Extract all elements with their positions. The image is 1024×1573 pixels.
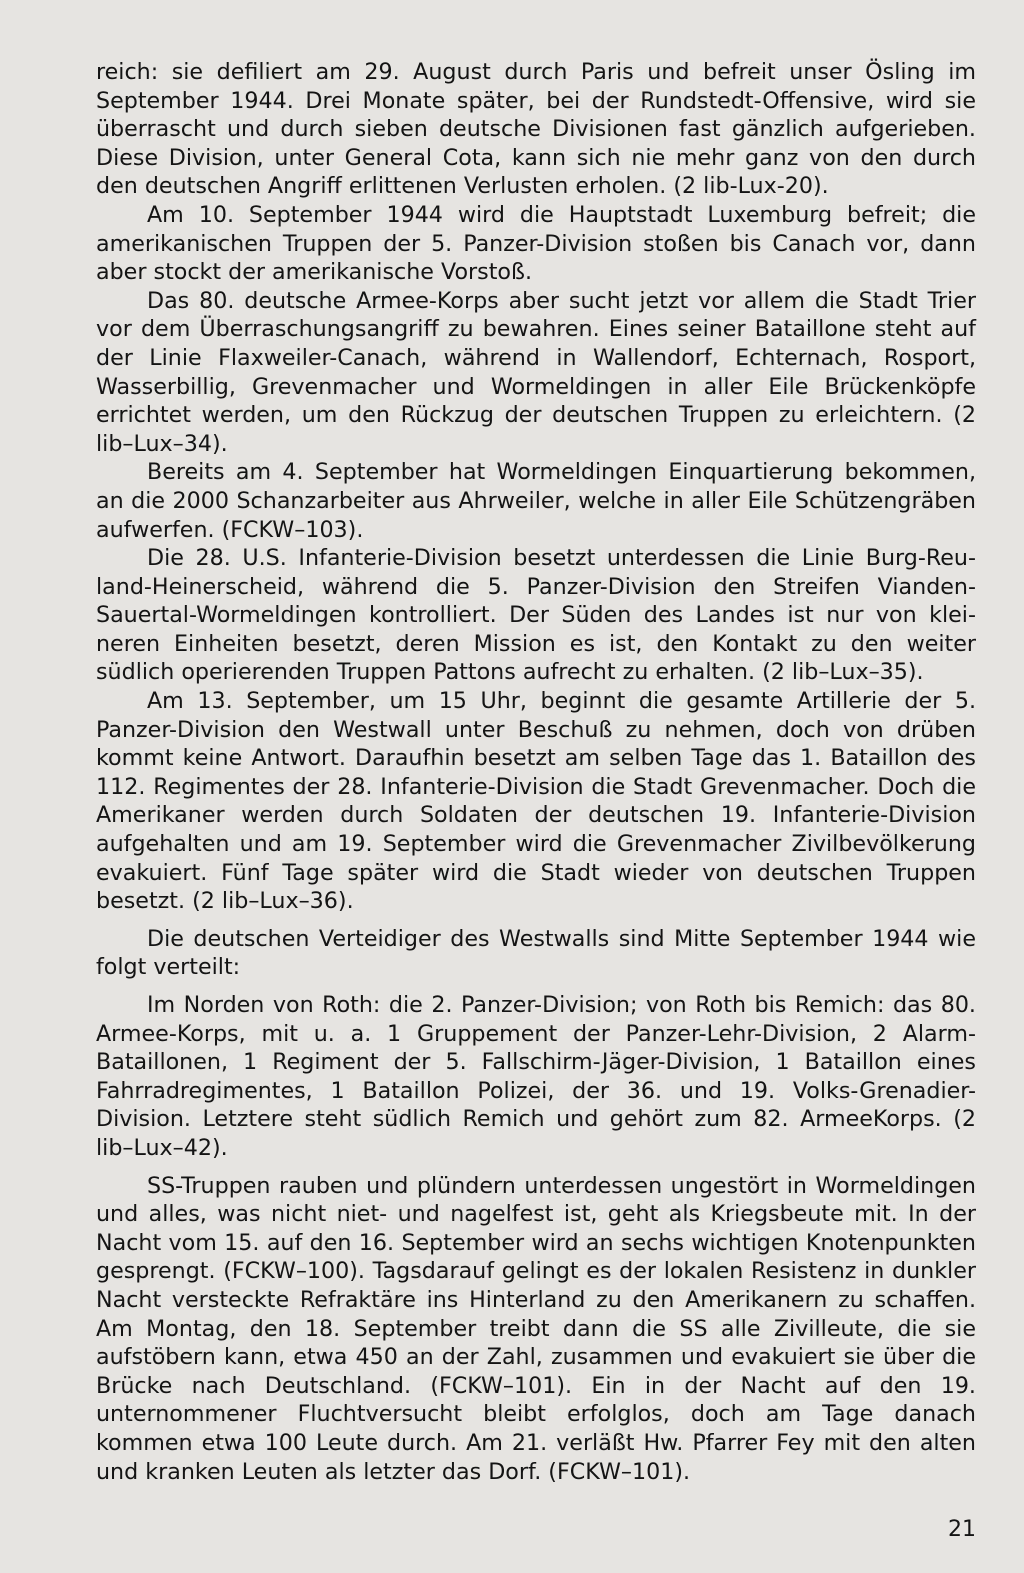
body-text [96, 58, 976, 1486]
paragraph-9: SS-Truppen rauben und plündern unterdessen ungestört in Wormeldingen und alles, was nicht niet- und nagelfest ist, geht als Kriegsbeute mit. In der Nacht vom 15. auf den 16. September wird an sechs wichtigen Knotenpunkten gesprengt. (FCKW–100). Tagsdarauf gelingt es der lokalen Resistenz in dunkler Nacht versteckte Refraktäre ins Hinterland zu den Amerikanern zu schaffen. Am Montag, den 18. September treibt dann die SS alle Zivilleute, die sie aufstöbern kann, etwa 450 an der Zahl, zusammen und evakuiert sie über die Brücke nach Deutschland. (FCKW–101). Ein in der Nacht auf den 19. unternommener Fluchtversucht bleibt erfolglos, doch am Tage danach kommen etwa 100 Leute durch. Am 21. verläßt Hw. Pfarrer Fey mit den alten und kranken Leuten als letzter das Dorf. (FCKW–101). [96, 1172, 976, 1485]
paragraph-3: Das 80. deutsche Armee-Korps aber sucht jetzt vor allem die Stadt Trier vor dem Überraschungsangriff zu bewahren. Eines seiner Bataillone steht auf der Linie Flaxweiler-Canach, während in Wallendorf, Echternach, Rosport, Wasserbillig, Grevenmacher und Wormeldingen in aller Eile Brückenköpfe errichtet werden, um den Rückzug der deutschen Truppen zu erleichtern. (2 lib–Lux–34). [96, 287, 976, 457]
paragraph-1: reich: sie defiliert am 29. August durch Paris und befreit unser Ösling im September 1944. Drei Monate später, bei der Rundstedt-Offensive, wird sie überrascht und durch sieben deutsche Divisionen fast gänzlich aufgerieben. Diese Division, unter General Cota, kann sich nie mehr ganz von den durch den deutschen Angriff erlittenen Verlusten erholen. (2 lib-Lux-20). [96, 59, 976, 200]
paragraph-7: Die deutschen Verteidiger des Westwalls sind Mitte September 1944 wie folgt verteilt: [96, 925, 976, 981]
page-number: 21 [948, 1517, 976, 1542]
paragraph-6: Am 13. September, um 15 Uhr, beginnt die gesamte Artillerie der 5. Panzer-Division den Westwall unter Beschuß zu nehmen, doch von drüben kommt keine Antwort. Daraufhin besetzt am selben Tage das 1. Bataillon des 112. Regimentes der 28. Infanterie-Division die Stadt Grevenmacher. Doch die Amerikaner werden durch Soldaten der deutschen 19. Infanterie-Division aufgehalten und am 19. September wird die Grevenmacher Zivilbevölkerung evakuiert. Fünf Tage später wird die Stadt wieder von deutschen Truppen besetzt. (2 lib–Lux–36). [96, 688, 976, 915]
paragraph-8: Im Norden von Roth: die 2. Panzer-Division; von Roth bis Remich: das 80. Armee-Korps, mit u. a. 1 Gruppement der Panzer-Lehr-Division, 2 Alarm-Bataillonen, 1 Regiment der 5. Fallschirm-Jäger-Division, 1 Bataillon eines Fahrradregimentes, 1 Bataillon Polizei, der 36. und 19. Volks-Grenadier-Division. Letztere steht südlich Remich und gehört zum 82. ArmeeKorps. (2 lib–Lux–42). [96, 992, 976, 1161]
paragraph-5: Die 28. U.S. Infanterie-Division besetzt unterdessen die Linie Burg-Reuland-Heinerscheid, während die 5. Panzer-Division den Streifen Vianden-Sauertal-Wormeldingen kontrolliert. Der Süden des Landes ist nur von kleineren Einheiten besetzt, deren Mission es ist, den Kontakt zu den weiter südlich operierenden Truppen Pattons aufrecht zu erhalten. (2 lib–Lux–35). [96, 545, 976, 686]
paragraph-2: Am 10. September 1944 wird die Hauptstadt Luxemburg befreit; die amerikanischen Truppen der 5. Panzer-Division stoßen bis Canach vor, dann aber stockt der amerikanische Vorstoß. [96, 201, 976, 286]
paragraph-4: Bereits am 4. September hat Wormeldingen Einquartierung bekommen, an die 2000 Schanzarbeiter aus Ahrweiler, welche in aller Eile Schützengräben aufwerfen. (FCKW–103). [96, 459, 976, 543]
